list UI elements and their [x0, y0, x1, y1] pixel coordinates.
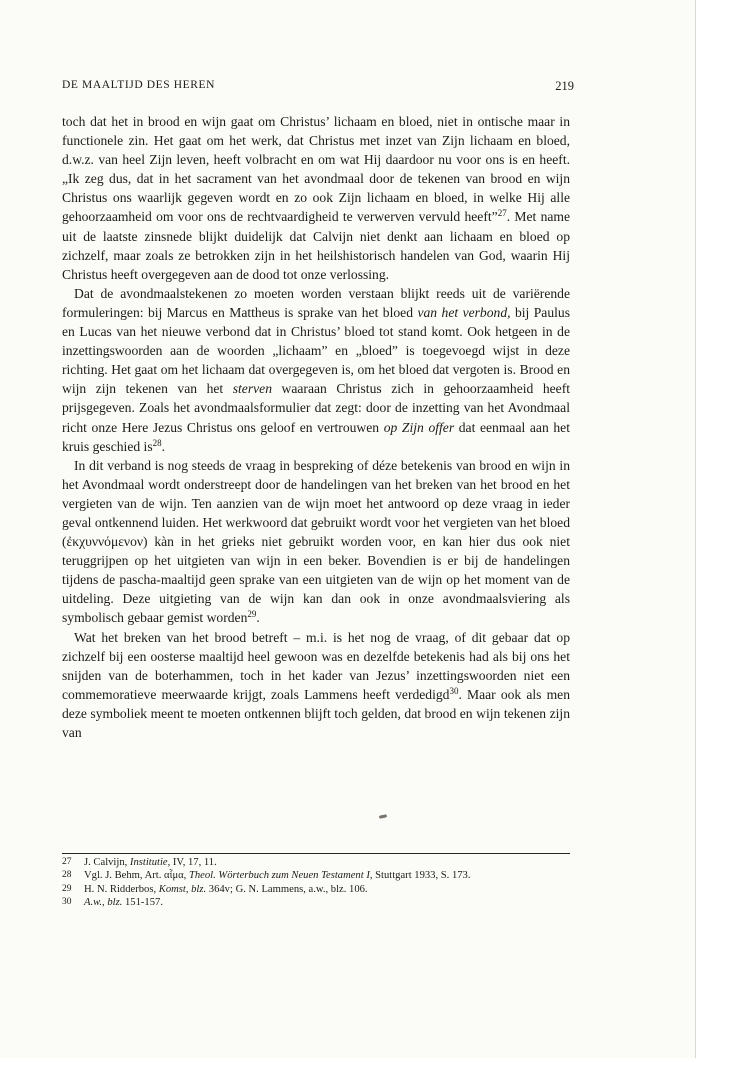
italic-text: sterven: [232, 381, 272, 397]
italic-text: op Zijn offer: [383, 419, 455, 435]
footnote: [62, 896, 570, 909]
footnote: [62, 856, 570, 869]
page-margin-right: [696, 0, 738, 1068]
text-run: .: [256, 610, 260, 626]
text-run: dat eenmaal aan het kruis geschied is: [62, 419, 570, 454]
footnote: [62, 883, 570, 896]
footnote-ref: 29: [247, 609, 257, 620]
text-run: . Maar ook als men deze symboliek meent te moeten ontkennen blijft toch gelden, dat brood en wijn tekenen zijn van: [62, 686, 570, 740]
paragraph: [62, 456, 570, 628]
footnote: [62, 869, 570, 882]
italic-text: Institutie,: [129, 857, 171, 868]
text-run: bij Paulus en Lucas van het nieuwe verbond dat in Christus’ bloed tot stand komt. Ook hetgeen in de inzettingswoorden aan de woorden „lichaam” en „bloed” is toegevoegd wijst in deze richting. Het gaat om het lichaam dat overgegeven is, om het bloed dat vergoten is. Brood en wijn zijn tekenen van het: [62, 304, 570, 397]
footnote-number: 29: [62, 883, 72, 894]
italic-text: A.w., blz.: [84, 897, 123, 909]
footnote-text: [84, 869, 570, 882]
paragraph: [62, 112, 570, 284]
text-run: IV, 17, 11.: [170, 857, 217, 868]
text-run: Wat het breken van het brood betreft – m.i. is het nog de vraag, of dit gebaar dat op zichzelf bij een oosterse maaltijd heel gewoon was en dezelfde betekenis had als bij ons het snijden van de boterhammen, toch in het kader van Jezus’ inzettingswoorden niet een commemoratieve meerwaarde krijgt, zoals Lammens heeft verdedigd: [62, 629, 570, 702]
footnote-number: 28: [62, 870, 72, 881]
text-run: Dat de avondmaalstekenen zo moeten worden verstaan blijkt reeds uit de variërende formuleringen: bij Marcus en Mattheus is sprake van het bloed: [62, 285, 570, 320]
text-run: Stuttgart 1933, S. 173.: [372, 870, 471, 882]
text-run: Vgl. J. Behm, Art. αἷμα,: [84, 870, 189, 882]
footnote-text: [84, 883, 570, 896]
text-run: waaraan Christus zich in gehoorzaamheid heeft prijsgegeven. Zoals het avondmaalsformulier dat zegt: door de inzetting van het Avondmaal richt onze Here Jezus Christus ons geloof en vertrouwen: [62, 381, 571, 435]
footnote-ref: 28: [152, 437, 162, 448]
italic-text: van het verbond,: [417, 304, 511, 320]
footnote-number: 30: [62, 897, 72, 908]
footnote-number: 27: [62, 857, 72, 867]
footnote-ref: 27: [497, 208, 507, 219]
footnote-text: [84, 856, 570, 869]
text-run: 364v; G. N. Lammens, a.w., blz. 106.: [206, 883, 368, 895]
running-head-title: DE MAALTIJD DES HEREN: [62, 79, 216, 91]
text-run: In dit verband is nog steeds de vraag in bespreking of déze betekenis van brood en wijn in het Avondmaal wordt onderstreept door de handelingen van het breken van het brood en het vergieten van de wijn. Ten aanzien van de wijn moet het antwoord op deze vraag in ieder geval ontkennend luiden. Het werkwoord dat gebruikt wordt voor het vergieten van het bloed (ἐκχυννόμενον) kàn in het grieks niet gebruikt worden voor, en kan hier dus ook niet teruggrijpen op het uitgieten van wijn in een beker. Bovendien is er bij de handelingen tijdens de pascha-maaltijd geen sprake van een uitgieten van de wijn op het moment van de uitdeling. Deze uitgieting van de wijn kan dan ook in onze avondmaalsviering als symbolisch gebaar gemist worden: [62, 457, 570, 626]
page-margin-bottom: [0, 1058, 738, 1068]
page-number: 219: [555, 79, 574, 93]
italic-text: Theol. Wörterbuch zum Neuen Testament I,: [188, 870, 373, 882]
footnote-ref: 30: [449, 685, 459, 696]
text-run: toch dat het in brood en wijn gaat om Christus’ lichaam en bloed, niet in ontische maar in functionele zin. Het gaat om het werk, dat Christus met inzet van Zijn lichaam en bloed, d.w.z. van heel Zijn leven, heeft volbracht en om wat Hij daardoor nu voor ons is en heeft. „Ik zeg dus, dat in het sacrament van het avondmaal door de tekenen van brood en wijn Christus ons waarlijk gegeven wordt en zo ook Zijn lichaam en bloed, in welke Hij alle gehoorzaamheid om voor ons de rechtvaardigheid te verwerven vervuld heeft”: [62, 114, 570, 225]
body-text: [62, 112, 570, 742]
text-run: .: [161, 438, 166, 454]
italic-text: Komst, blz.: [158, 883, 207, 895]
ink-mark: [379, 814, 387, 819]
footnotes: [62, 853, 570, 910]
paragraph: [62, 284, 570, 456]
text-run: 151-157.: [122, 897, 163, 909]
text-run: . Met name uit de laatste zinsnede blijkt duidelijk dat Calvijn niet denkt aan lichaam en bloed op zichzelf, maar zoals ze betrokken zijn in het heilshistorisch handelen van God, waarin Hij Christus heeft overgegeven aan de dood tot onze verlossing.: [62, 209, 571, 282]
text-run: H. N. Ridderbos,: [84, 883, 159, 895]
text-run: J. Calvijn,: [84, 857, 130, 868]
paragraph: [62, 628, 570, 743]
footnote-text: [84, 896, 570, 909]
